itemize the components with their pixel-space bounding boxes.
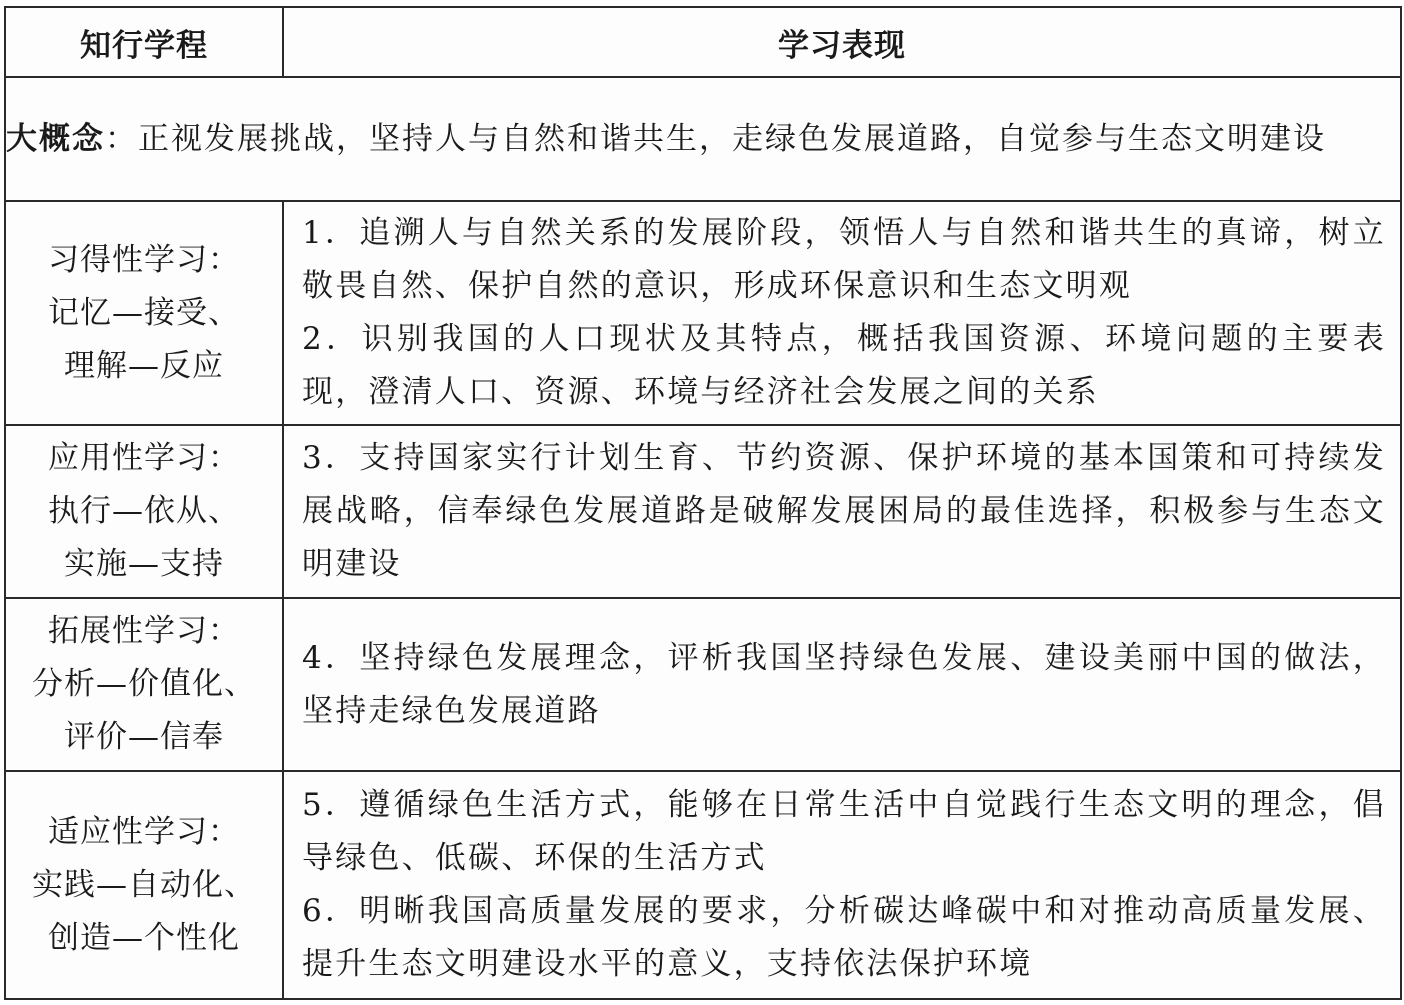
performance-item: 1．追溯人与自然关系的发展阶段，领悟人与自然和谐共生的真谛，树立敬畏自然、保护自然的意识，形成环保意识和生态文明观: [302, 215, 1386, 304]
stage-line: 实施—支持: [64, 546, 224, 582]
table-row: [5, 771, 1401, 999]
performance-cell: [283, 771, 1401, 999]
stage-line: 分析—价值化、: [32, 666, 256, 702]
big-concept-cell: [5, 77, 1401, 201]
performance-cell: [283, 598, 1401, 771]
stage-line: 理解—反应: [64, 347, 224, 384]
table-row: [5, 425, 1401, 598]
performance-item: 2．识别我国的人口现状及其特点，概括我国资源、环境问题的主要表现，澄清人口、资源、环境与经济社会发展之间的关系: [302, 321, 1386, 410]
table-row: [5, 598, 1401, 771]
header-stage: 知行学程: [5, 7, 283, 77]
stage-line: 适应性学习：: [48, 813, 240, 850]
stage-line: 记忆—接受、: [48, 294, 240, 331]
stage-line: 应用性学习：: [48, 440, 240, 476]
header-performance: 学习表现: [283, 7, 1401, 77]
performance-item: 5．遵循绿色生活方式，能够在日常生活中自觉践行生态文明的理念，倡导绿色、低碳、环保的生活方式: [302, 787, 1386, 876]
table-header-row: [5, 7, 1401, 77]
stage-line: 评价—信奉: [64, 719, 224, 755]
performance-item: 4．坚持绿色发展理念，评析我国坚持绿色发展、建设美丽中国的做法，坚持走绿色发展道路: [302, 639, 1386, 729]
learning-table: [4, 6, 1402, 1000]
stage-line: 执行—依从、: [48, 493, 240, 529]
stage-line: 拓展性学习：: [48, 613, 240, 649]
big-concept-label: 大概念: [6, 121, 105, 157]
document-page: [4, 6, 1402, 1000]
performance-cell: [283, 425, 1401, 598]
stage-cell: [5, 201, 283, 425]
stage-cell: [5, 598, 283, 771]
performance-item: 3．支持国家实行计划生育、节约资源、保护环境的基本国策和可持续发展战略，信奉绿色发展道路是破解发展困局的最佳选择，积极参与生态文明建设: [302, 440, 1386, 582]
big-concept-row: [5, 77, 1401, 201]
performance-cell: [283, 201, 1401, 425]
big-concept-text: ：正视发展挑战，坚持人与自然和谐共生，走绿色发展道路，自觉参与生态文明建设: [105, 121, 1326, 157]
stage-line: 习得性学习：: [48, 241, 240, 278]
stage-cell: [5, 425, 283, 598]
stage-cell: [5, 771, 283, 999]
stage-line: 创造—个性化: [48, 919, 240, 956]
stage-line: 实践—自动化、: [32, 866, 256, 903]
table-row: [5, 201, 1401, 425]
performance-item: 6．明晰我国高质量发展的要求，分析碳达峰碳中和对推动高质量发展、提升生态文明建设水平的意义，支持依法保护环境: [302, 893, 1386, 982]
